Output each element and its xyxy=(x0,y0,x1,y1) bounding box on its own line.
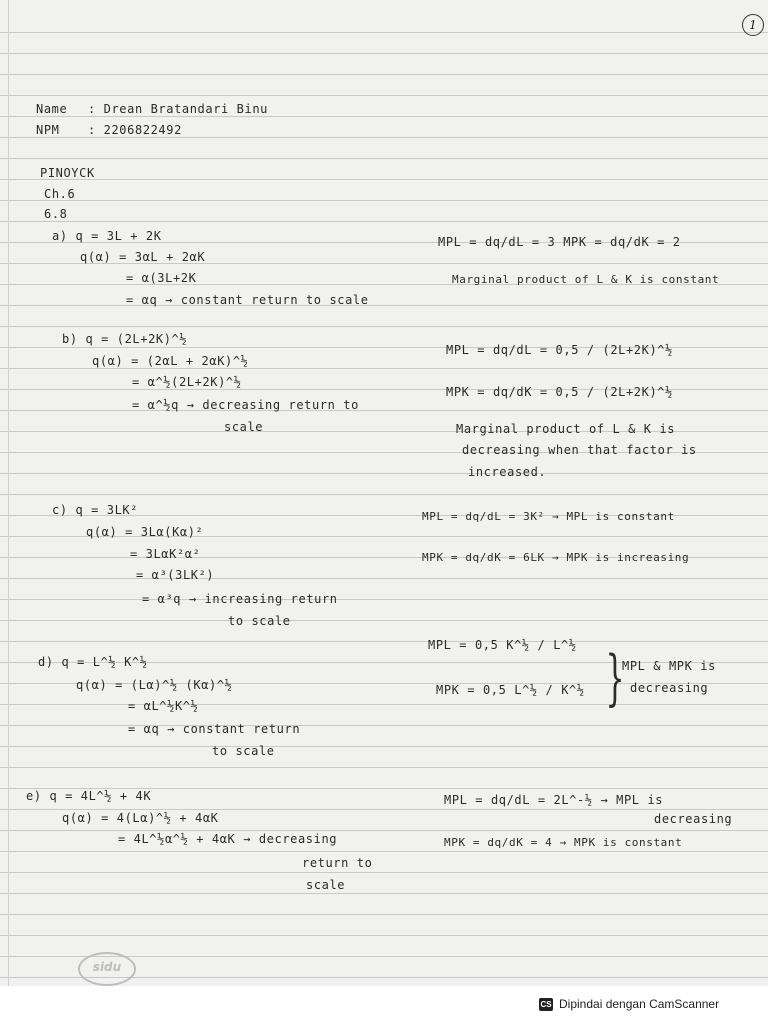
part-a-left-line: q(α) = 3αL + 2αK xyxy=(80,250,206,264)
part-d-left-line: q(α) = (Lα)^½ (Kα)^½ xyxy=(76,678,233,692)
part-a-left-line: a) q = 3L + 2K xyxy=(52,229,162,243)
npm-value: : 2206822492 xyxy=(88,123,182,137)
course-line: PINOYCK xyxy=(40,166,95,180)
part-a-right-line: Marginal product of L & K is constant xyxy=(452,273,720,286)
part-c-right-line: MPL = dq/dL = 3K² → MPL is constant xyxy=(422,510,675,523)
camscanner-watermark xyxy=(539,993,719,1015)
part-b-right-line: increased. xyxy=(468,465,547,479)
curly-brace-icon: } xyxy=(605,643,625,713)
part-c-left-line: = α³(3LK²) xyxy=(136,568,215,582)
chapter-line: Ch.6 xyxy=(44,187,76,201)
part-b-right-line: decreasing when that factor is xyxy=(462,443,697,457)
part-e-right-line: MPK = dq/dK = 4 → MPK is constant xyxy=(444,836,683,849)
part-d-right-line: decreasing xyxy=(630,681,709,695)
sidu-logo: sidu xyxy=(78,952,136,986)
part-d-left-line: d) q = L^½ K^½ xyxy=(38,655,148,669)
part-d-right-line: MPL & MPK is xyxy=(622,659,716,673)
npm-label: NPM xyxy=(36,123,60,137)
margin-line xyxy=(8,0,9,986)
part-b-left-line: scale xyxy=(224,420,264,434)
part-d-right-line: MPL = 0,5 K^½ / L^½ xyxy=(428,638,577,652)
part-c-right-line: MPK = dq/dK = 6LK → MPK is increasing xyxy=(422,551,690,564)
part-d-left-line: to scale xyxy=(212,744,275,758)
part-c-left-line: to scale xyxy=(228,614,291,628)
part-d-left-line: = αL^½K^½ xyxy=(128,699,199,713)
part-b-right-line: Marginal product of L & K is xyxy=(456,422,676,436)
part-e-left-line: e) q = 4L^½ + 4K xyxy=(26,789,152,803)
part-a-left-line: = αq → constant return to scale xyxy=(126,293,369,307)
part-c-left-line: = α³q → increasing return xyxy=(142,592,338,606)
part-b-right-line: MPK = dq/dK = 0,5 / (2L+2K)^½ xyxy=(446,385,673,399)
part-b-left-line: = α^½q → decreasing return to xyxy=(132,398,359,412)
part-e-right-line: MPL = dq/dL = 2L^-½ → MPL is xyxy=(444,793,664,807)
name-value: : Drean Bratandari Binu xyxy=(88,102,268,116)
part-d-left-line: = αq → constant return xyxy=(128,722,301,736)
part-b-left-line: = α^½(2L+2K)^½ xyxy=(132,375,242,389)
part-b-left-line: q(α) = (2αL + 2αK)^½ xyxy=(92,354,249,368)
problem-line: 6.8 xyxy=(44,207,68,221)
camscanner-text: Dipindai dengan CamScanner xyxy=(559,997,720,1011)
part-c-left-line: = 3LαK²α² xyxy=(130,547,201,561)
part-e-left-line: q(α) = 4(Lα)^½ + 4αK xyxy=(62,811,219,825)
part-e-right-line: decreasing xyxy=(654,812,733,826)
part-d-right-line: MPK = 0,5 L^½ / K^½ xyxy=(436,683,585,697)
part-a-right-line: MPL = dq/dL = 3 MPK = dq/dK = 2 xyxy=(438,235,681,249)
page-number: 1 xyxy=(742,14,764,36)
part-b-left-line: b) q = (2L+2K)^½ xyxy=(62,332,188,346)
part-a-left-line: = α(3L+2K xyxy=(126,271,197,285)
part-e-left-line: = 4L^½α^½ + 4αK → decreasing xyxy=(118,832,338,846)
camscanner-icon: CS xyxy=(540,999,552,1009)
part-e-left-line: scale xyxy=(306,878,346,892)
part-b-right-line: MPL = dq/dL = 0,5 / (2L+2K)^½ xyxy=(446,343,673,357)
part-c-left-line: q(α) = 3Lα(Kα)² xyxy=(86,525,204,539)
part-e-left-line: return to xyxy=(302,856,373,870)
part-c-left-line: c) q = 3LK² xyxy=(52,503,139,517)
name-label: Name xyxy=(36,102,68,116)
